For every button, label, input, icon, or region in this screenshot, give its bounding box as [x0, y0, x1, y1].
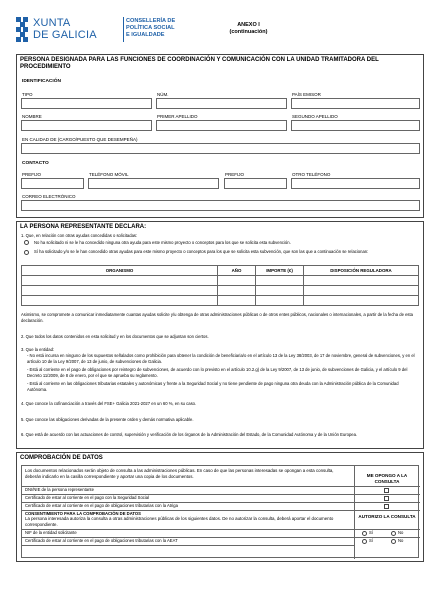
nif-no-radio[interactable]: [391, 531, 396, 536]
nif-si-label: Sí: [369, 530, 373, 535]
email-field[interactable]: [21, 200, 420, 211]
no-ayudas-label: No ha solicitado ni se le ha concedido ninguna otra ayuda para este mismo proyecto o conceptos para los que se solicita esta subvención.: [34, 240, 291, 245]
anexo-label: ANEXO I (continuación): [229, 22, 268, 35]
autorizo-heading: AUTORIZO LA CONSULTA: [358, 514, 416, 519]
tipo-label: TIPO: [22, 92, 33, 97]
movil-label: TELÉFONO MÓVIL: [89, 172, 129, 177]
row-nif: NIF de la entidad solicitante: [25, 530, 77, 535]
si-ayudas-label: Sí ha solicitado y/o se le han concedido otras ayudas para este mismo proyecto o conceptos para los que se solicita esta subvención, que son las que a continuación se relacionan:: [34, 249, 369, 254]
movil-field[interactable]: [88, 178, 219, 189]
calidad-field[interactable]: [21, 143, 420, 154]
row-seguridad-social: Certificado de estar al corriente en el pago con la Seguridad Social: [25, 495, 150, 500]
nif-si-radio[interactable]: [362, 531, 367, 536]
declara-item-5: 5. Que conoce las obligaciones derivadas de la presente orden y demás normativa aplicable.: [21, 417, 194, 422]
nif-no-label: No: [398, 530, 404, 535]
si-ayudas-radio[interactable]: [24, 250, 29, 255]
comprobacion-section: [16, 452, 424, 562]
no-ayudas-radio[interactable]: [24, 240, 29, 245]
pais-field[interactable]: [291, 98, 420, 109]
xunta-emblem-icon: [16, 17, 29, 43]
aeat-no-label: No: [398, 538, 404, 543]
document-header: [16, 15, 426, 50]
table-row[interactable]: [22, 276, 419, 286]
declara-item-4: 4. Que conoce la cofinanciación a través del FSE+ Galicia 2021-2027 en un 60 %, en su caso.: [21, 401, 197, 406]
identificacion-heading: IDENTIFICACIÓN: [22, 79, 61, 84]
declara-title: LA PERSONA REPRESENTANTE DECLARA:: [20, 224, 147, 230]
consentimiento-text: La persona interesada autoriza la consulta a otras administraciones públicas de los siguientes datos. De no autorizar la consulta, deberá aportar el documento correspondiente.: [25, 516, 334, 527]
ayudas-table: [21, 265, 419, 306]
prefijo1-label: PREFIJO: [22, 172, 42, 177]
table-header-row: [22, 266, 419, 276]
col-organismo: ORGANISMO: [22, 266, 218, 276]
declara-item-3: 3. Que la entidad:: [21, 347, 55, 352]
otro-telefono-field[interactable]: [291, 178, 420, 189]
declara-item-1: 1. Que, en relación con otras ayudas concedidas o solicitadas:: [21, 233, 138, 238]
contacto-heading: CONTACTO: [22, 161, 49, 166]
nombre-field[interactable]: [21, 120, 152, 131]
apellido1-label: PRIMER APELLIDO: [157, 114, 198, 119]
prefijo2-field[interactable]: [224, 178, 287, 189]
conselleria-name: CONSELLERÍA DE POLÍTICA SOCIAL E IGUALDADE: [126, 18, 176, 38]
prefijo1-field[interactable]: [21, 178, 84, 189]
col-importe: IMPORTE (€): [256, 266, 304, 276]
tipo-field[interactable]: [21, 98, 152, 109]
row-atriga: Certificado de estar al corriente en el pago de obligaciones tributarias con la Atriga: [25, 503, 178, 508]
apellido2-label: SEGUNDO APELLIDO: [292, 114, 338, 119]
opongo-ss-checkbox[interactable]: [384, 496, 389, 501]
declara-item-3c: - Está al corriente en las obligaciones tributarias estatales y autonómicas y frente a la Seguridad Social y no tiene pendiente de pago ninguna otra deuda con la Administración pública de la Comunidad Autónoma.: [27, 381, 399, 392]
col-ano: AÑO: [218, 266, 256, 276]
nombre-label: NOMBRE: [22, 114, 42, 119]
num-label: NÚM.: [157, 92, 169, 97]
comprobacion-intro: Los documentos relacionados serán objeto de consulta a las administraciones públicas. En caso de que las personas interesadas se opongan a esta consulta, deberán indicarlo en la casilla correspondiente y aportar una copia de los documentos.: [25, 468, 334, 479]
otro-telefono-label: OTRO TELÉFONO: [292, 172, 331, 177]
section-title: PERSONA DESIGNADA PARA LAS FUNCIONES DE COORDINACIÓN Y COMUNICACIÓN CON LA UNIDAD TRAMITADORA DEL PROCEDIMIENTO: [20, 57, 379, 70]
aeat-si-radio[interactable]: [362, 539, 367, 544]
opongo-dni-checkbox[interactable]: [384, 488, 389, 493]
declara-item-2: 2. Que todos los datos contenidos en esta solicitud y en los documentos que se adjuntan son ciertos.: [21, 334, 209, 339]
apellido2-field[interactable]: [291, 120, 420, 131]
row-aeat: Certificado de estar al corriente en el pago de obligaciones tributarias con la AEAT: [25, 538, 178, 543]
comprobacion-table: [21, 465, 419, 558]
prefijo2-label: PREFIJO: [225, 172, 245, 177]
persona-designada-section: [16, 54, 424, 218]
col-disposicion: DISPOSICIÓN REGULADORA: [304, 266, 419, 276]
opongo-atriga-checkbox[interactable]: [384, 504, 389, 509]
pais-label: PAÍS EMISOR: [292, 92, 321, 97]
consentimiento-heading: CONSENTIMIENTO PARA LA COMPROBACIÓN DE DATOS: [25, 511, 141, 516]
num-field[interactable]: [156, 98, 287, 109]
logo-divider: [123, 17, 124, 42]
table-row[interactable]: [22, 296, 419, 306]
row-dni: DNI/NIE de la persona representante: [25, 487, 94, 492]
calidad-label: EN CALIDAD DE (CARGO/PUESTO QUE DESEMPEÑA): [22, 137, 138, 142]
email-label: CORREO ELECTRÓNICO: [22, 194, 76, 199]
declaracion-section: [16, 221, 424, 449]
declara-item-3b: - Está al corriente en el pago de obligaciones por reintegro de subvenciones, de acuerdo con lo previsto en el artículo 10.2.g) de la Ley 9/2007, de 13 de junio, de subvenciones de Galicia, y el artículo 9 del Decreto 11/2009, de 8 de enero, por el que se aprueba su reglamento.: [27, 367, 408, 378]
apellido1-field[interactable]: [156, 120, 287, 131]
aeat-no-radio[interactable]: [391, 539, 396, 544]
me-opongo-heading: ME OPONGO A LA CONSULTA: [366, 473, 408, 484]
table-row[interactable]: [22, 286, 419, 296]
declara-item-6: 6. Que está de acuerdo con las actuaciones de control, supervisión y verificación de los órganos de la Administración del Estado, de la Comunidad Autónoma y de la Unión Europea.: [21, 432, 358, 437]
logo-text: XUNTA DE GALICIA: [33, 17, 97, 41]
declara-item-3a: - No está incursa en ninguno de los supuestos señalados como prohibición para obtener la condición de beneficiaria/o en el artículo 13 de la Ley 38/2003, de 17 de noviembre, general de subvenciones, y en el artículo 10 de la Ley 9/2007, de 13 de junio, de subvenciones de Galicia.: [27, 353, 415, 364]
xunta-logo: [16, 15, 176, 45]
comprobacion-title: COMPROBACIÓN DE DATOS: [20, 455, 103, 461]
asimismo-text: Asimismo, se compromete a comunicar inmediatamente cuantas ayudas solicite y/u obtenga de otras administraciones públicas o de otros entes públicos, nacionales o internacionales, a partir de la fecha de esta declaración.: [21, 312, 413, 323]
aeat-si-label: Sí: [369, 538, 373, 543]
